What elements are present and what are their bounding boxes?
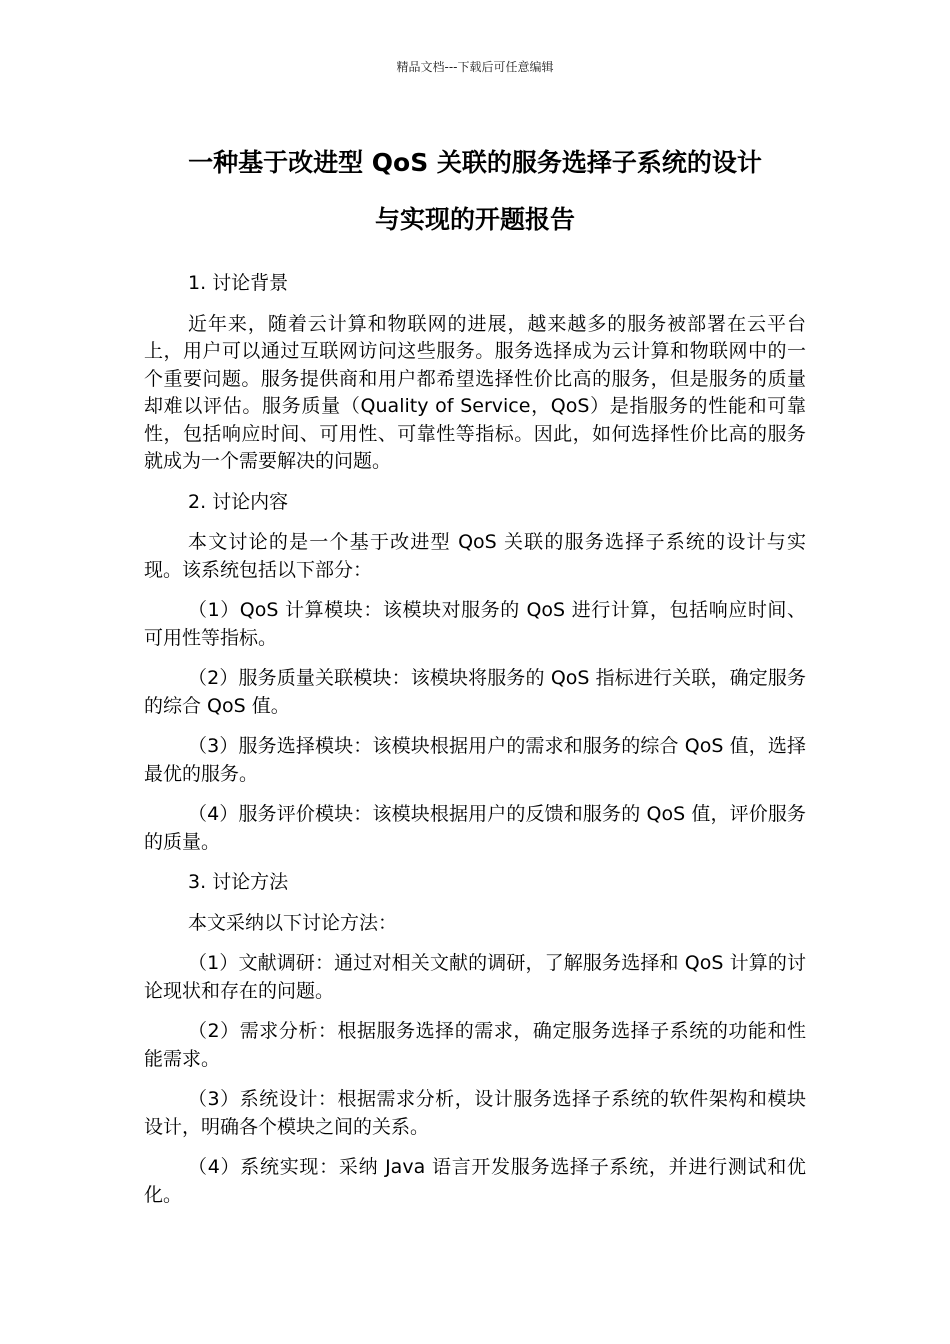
method-list-item: （2）需求分析：根据服务选择的需求，确定服务选择子系统的功能和性能需求。 xyxy=(144,1020,806,1070)
method-list-item: （4）系统实现：采纳 Java 语言开发服务选择子系统，并进行测试和优化。 xyxy=(144,1156,806,1206)
method-intro-paragraph: 本文采纳以下讨论方法： xyxy=(188,911,398,934)
section-heading-background: 1. 讨论背景 xyxy=(188,272,289,294)
header-note: 精品文档---下载后可任意编辑 xyxy=(396,60,554,74)
content-intro-paragraph: 本文讨论的是一个基于改进型 QoS 关联的服务选择子系统的设计与实现。该系统包括以下部分： xyxy=(144,531,806,581)
content-list-item: （2）服务质量关联模块：该模块将服务的 QoS 指标进行关联，确定服务的综合 QoS 值。 xyxy=(144,667,806,717)
method-list-item: （1）文献调研：通过对相关文献的调研，了解服务选择和 QoS 计算的讨论现状和存在的问题。 xyxy=(144,952,806,1002)
document-body xyxy=(144,270,806,1222)
section-heading-content: 2. 讨论内容 xyxy=(188,490,289,513)
title-line-1: 一种基于改进型 QoS 关联的服务选择子系统的设计 xyxy=(188,148,762,177)
method-list-item: （3）系统设计：根据需求分析，设计服务选择子系统的软件架构和模块设计，明确各个模块之间的关系。 xyxy=(144,1088,806,1138)
content-list-item: （4）服务评价模块：该模块根据用户的反馈和服务的 QoS 值，评价服务的质量。 xyxy=(144,803,806,853)
section-heading-method: 3. 讨论方法 xyxy=(188,871,289,893)
content-list-item: （3）服务选择模块：该模块根据用户的需求和服务的综合 QoS 值，选择最优的服务。 xyxy=(144,735,806,785)
title-line-2: 与实现的开题报告 xyxy=(374,205,575,234)
background-paragraph: 近年来，随着云计算和物联网的进展，越来越多的服务被部署在云平台上，用户可以通过互联网访问这些服务。服务选择成为云计算和物联网中的一个重要问题。服务提供商和用户都希望选择性价比高的服务，但是服务的质量却难以评估。服务质量（Quality of Service，QoS）是指服务的性能和可靠性，包括响应时间、可用性、可靠性等指标。因此，如何选择性价比高的服务就成为一个需要解决的问题。 xyxy=(144,312,806,472)
content-list-item: （1）QoS 计算模块：该模块对服务的 QoS 进行计算，包括响应时间、可用性等指标。 xyxy=(144,599,806,649)
document-title xyxy=(100,134,850,248)
